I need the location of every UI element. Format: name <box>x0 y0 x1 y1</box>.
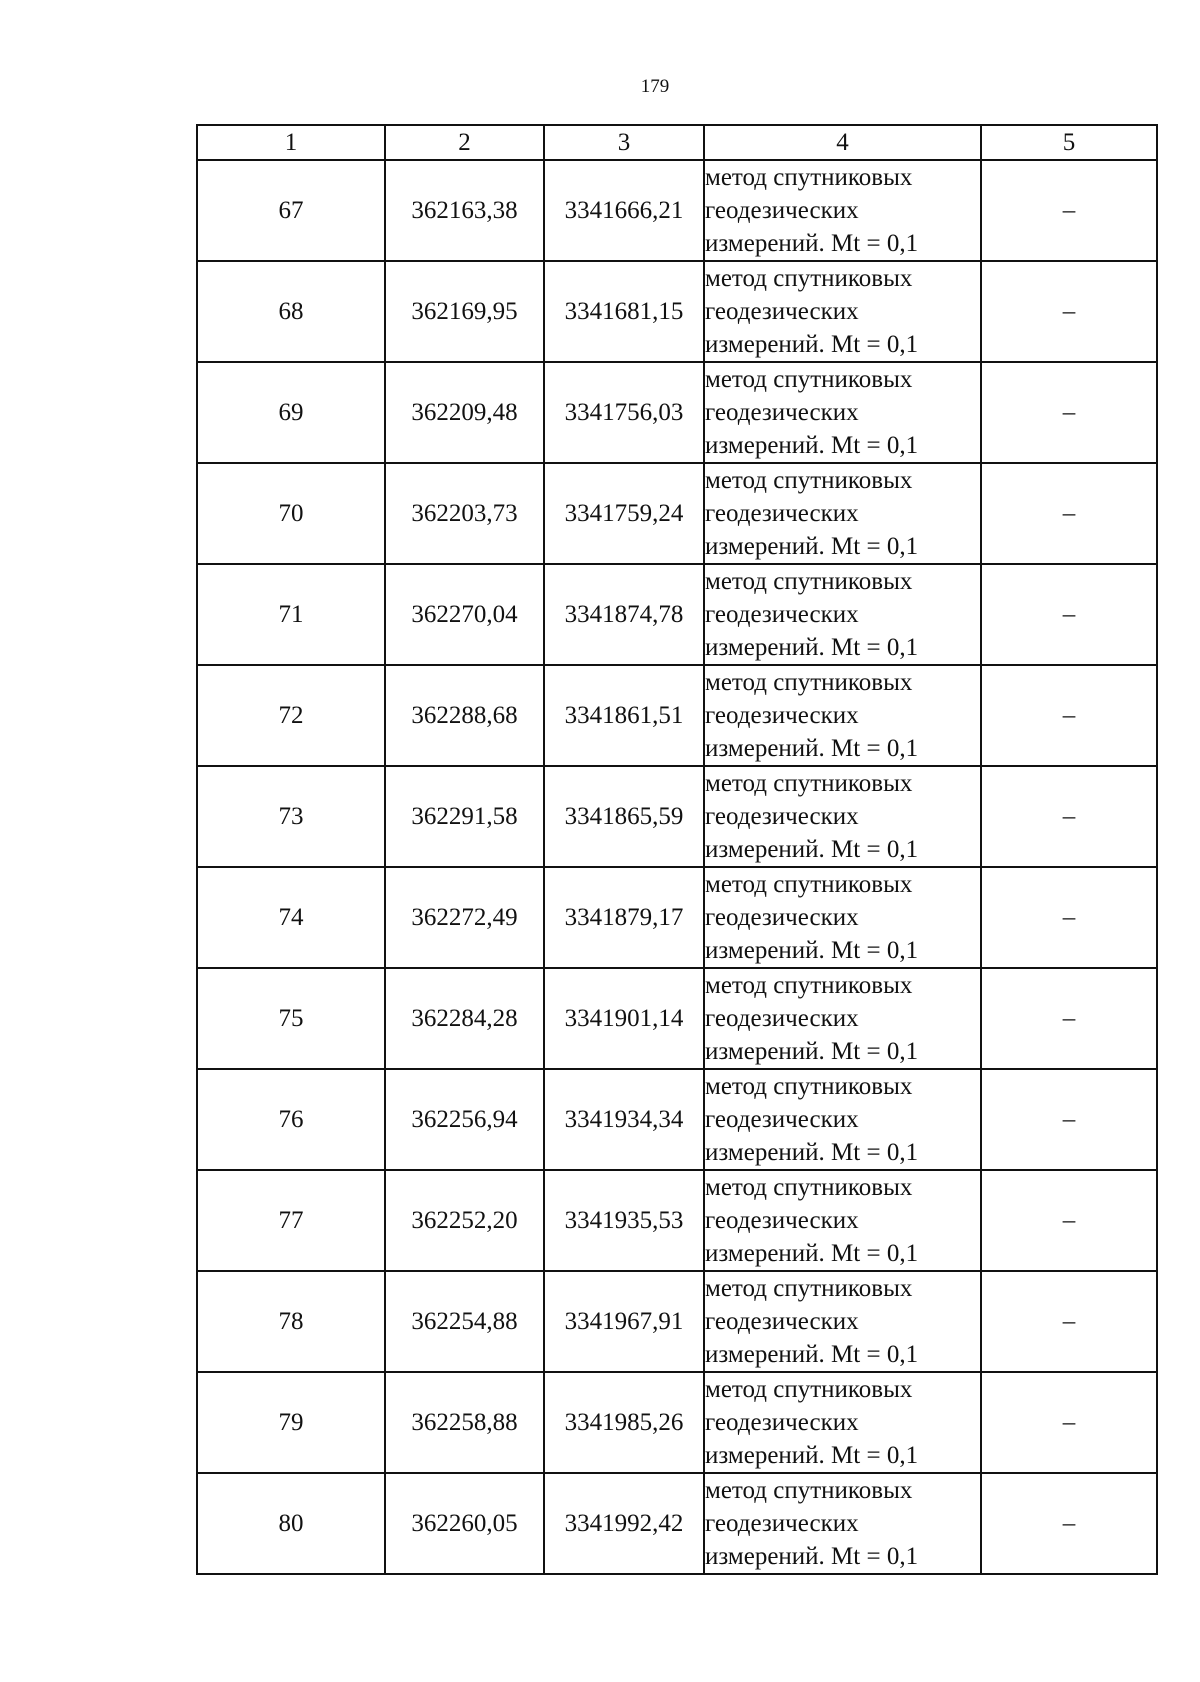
method-line: метод спутниковых <box>705 1174 913 1201</box>
method-cell <box>704 1170 981 1271</box>
method-line: метод спутниковых <box>705 1073 913 1100</box>
method-line: метод спутниковых <box>705 871 913 898</box>
method-line: геодезических <box>705 803 859 830</box>
method-line: геодезических <box>705 1308 859 1335</box>
note-cell: – <box>981 867 1157 968</box>
point-number-cell: 69 <box>197 362 385 463</box>
method-cell <box>704 766 981 867</box>
method-line: метод спутниковых <box>705 1275 913 1302</box>
x-coordinate-cell: 362288,68 <box>385 665 544 766</box>
column-header: 1 <box>197 125 385 160</box>
note-cell: – <box>981 1473 1157 1574</box>
x-coordinate-cell: 362256,94 <box>385 1069 544 1170</box>
method-line: метод спутниковых <box>705 669 913 696</box>
note-cell: – <box>981 261 1157 362</box>
method-line: геодезических <box>705 298 859 325</box>
note-cell: – <box>981 968 1157 1069</box>
point-number-cell: 79 <box>197 1372 385 1473</box>
method-line: измерений. Mt = 0,1 <box>705 1543 919 1570</box>
method-line: измерений. Mt = 0,1 <box>705 432 919 459</box>
method-line: геодезических <box>705 601 859 628</box>
column-header: 4 <box>704 125 981 160</box>
table-row <box>197 362 1157 463</box>
method-line: измерений. Mt = 0,1 <box>705 634 919 661</box>
x-coordinate-cell: 362258,88 <box>385 1372 544 1473</box>
point-number-cell: 76 <box>197 1069 385 1170</box>
point-number-cell: 73 <box>197 766 385 867</box>
table-header-row <box>197 125 1157 160</box>
x-coordinate-cell: 362163,38 <box>385 160 544 261</box>
method-line: геодезических <box>705 1510 859 1537</box>
table-row <box>197 1271 1157 1372</box>
method-cell <box>704 564 981 665</box>
method-cell <box>704 867 981 968</box>
method-line: геодезических <box>705 399 859 426</box>
method-line: метод спутниковых <box>705 366 913 393</box>
method-cell <box>704 463 981 564</box>
y-coordinate-cell: 3341992,42 <box>544 1473 704 1574</box>
table-row <box>197 261 1157 362</box>
method-line: метод спутниковых <box>705 467 913 494</box>
method-cell <box>704 1372 981 1473</box>
method-line: геодезических <box>705 904 859 931</box>
method-cell <box>704 968 981 1069</box>
y-coordinate-cell: 3341935,53 <box>544 1170 704 1271</box>
method-line: геодезических <box>705 1106 859 1133</box>
y-coordinate-cell: 3341901,14 <box>544 968 704 1069</box>
method-cell <box>704 261 981 362</box>
table-row <box>197 1170 1157 1271</box>
point-number-cell: 75 <box>197 968 385 1069</box>
table-row <box>197 968 1157 1069</box>
y-coordinate-cell: 3341967,91 <box>544 1271 704 1372</box>
method-cell <box>704 1271 981 1372</box>
method-line: метод спутниковых <box>705 265 913 292</box>
method-line: измерений. Mt = 0,1 <box>705 533 919 560</box>
method-cell <box>704 160 981 261</box>
column-header: 5 <box>981 125 1157 160</box>
method-line: метод спутниковых <box>705 972 913 999</box>
point-number-cell: 74 <box>197 867 385 968</box>
point-number-cell: 71 <box>197 564 385 665</box>
y-coordinate-cell: 3341934,34 <box>544 1069 704 1170</box>
table-row <box>197 160 1157 261</box>
method-line: метод спутниковых <box>705 1477 913 1504</box>
table-row <box>197 665 1157 766</box>
point-number-cell: 68 <box>197 261 385 362</box>
note-cell: – <box>981 463 1157 564</box>
method-line: метод спутниковых <box>705 164 913 191</box>
method-line: измерений. Mt = 0,1 <box>705 836 919 863</box>
table-row <box>197 1372 1157 1473</box>
method-line: измерений. Mt = 0,1 <box>705 937 919 964</box>
y-coordinate-cell: 3341985,26 <box>544 1372 704 1473</box>
x-coordinate-cell: 362169,95 <box>385 261 544 362</box>
table-row <box>197 1473 1157 1574</box>
method-line: измерений. Mt = 0,1 <box>705 1240 919 1267</box>
note-cell: – <box>981 1069 1157 1170</box>
y-coordinate-cell: 3341879,17 <box>544 867 704 968</box>
method-cell <box>704 362 981 463</box>
x-coordinate-cell: 362291,58 <box>385 766 544 867</box>
y-coordinate-cell: 3341759,24 <box>544 463 704 564</box>
point-number-cell: 72 <box>197 665 385 766</box>
y-coordinate-cell: 3341865,59 <box>544 766 704 867</box>
note-cell: – <box>981 665 1157 766</box>
method-line: измерений. Mt = 0,1 <box>705 1038 919 1065</box>
point-number-cell: 70 <box>197 463 385 564</box>
method-line: измерений. Mt = 0,1 <box>705 1341 919 1368</box>
method-line: метод спутниковых <box>705 770 913 797</box>
column-header: 2 <box>385 125 544 160</box>
table-row <box>197 1069 1157 1170</box>
page-number: 179 <box>640 76 670 97</box>
note-cell: – <box>981 362 1157 463</box>
note-cell: – <box>981 160 1157 261</box>
coordinates-table <box>196 124 1158 1575</box>
note-cell: – <box>981 766 1157 867</box>
x-coordinate-cell: 362260,05 <box>385 1473 544 1574</box>
method-line: геодезических <box>705 1207 859 1234</box>
x-coordinate-cell: 362203,73 <box>385 463 544 564</box>
method-line: измерений. Mt = 0,1 <box>705 331 919 358</box>
method-line: измерений. Mt = 0,1 <box>705 230 919 257</box>
table-row <box>197 867 1157 968</box>
method-line: геодезических <box>705 1005 859 1032</box>
point-number-cell: 78 <box>197 1271 385 1372</box>
method-line: геодезических <box>705 1409 859 1436</box>
x-coordinate-cell: 362270,04 <box>385 564 544 665</box>
method-line: метод спутниковых <box>705 1376 913 1403</box>
table-row <box>197 766 1157 867</box>
x-coordinate-cell: 362252,20 <box>385 1170 544 1271</box>
y-coordinate-cell: 3341756,03 <box>544 362 704 463</box>
method-cell <box>704 665 981 766</box>
x-coordinate-cell: 362209,48 <box>385 362 544 463</box>
y-coordinate-cell: 3341874,78 <box>544 564 704 665</box>
method-line: измерений. Mt = 0,1 <box>705 735 919 762</box>
note-cell: – <box>981 1271 1157 1372</box>
table-row <box>197 463 1157 564</box>
note-cell: – <box>981 564 1157 665</box>
point-number-cell: 67 <box>197 160 385 261</box>
method-line: измерений. Mt = 0,1 <box>705 1442 919 1469</box>
point-number-cell: 77 <box>197 1170 385 1271</box>
x-coordinate-cell: 362284,28 <box>385 968 544 1069</box>
x-coordinate-cell: 362254,88 <box>385 1271 544 1372</box>
method-line: метод спутниковых <box>705 568 913 595</box>
x-coordinate-cell: 362272,49 <box>385 867 544 968</box>
y-coordinate-cell: 3341681,15 <box>544 261 704 362</box>
note-cell: – <box>981 1170 1157 1271</box>
y-coordinate-cell: 3341666,21 <box>544 160 704 261</box>
point-number-cell: 80 <box>197 1473 385 1574</box>
table-body <box>197 160 1157 1574</box>
method-line: геодезических <box>705 197 859 224</box>
method-line: геодезических <box>705 500 859 527</box>
method-line: геодезических <box>705 702 859 729</box>
column-header: 3 <box>544 125 704 160</box>
method-line: измерений. Mt = 0,1 <box>705 1139 919 1166</box>
y-coordinate-cell: 3341861,51 <box>544 665 704 766</box>
note-cell: – <box>981 1372 1157 1473</box>
method-cell <box>704 1069 981 1170</box>
table-row <box>197 564 1157 665</box>
method-cell <box>704 1473 981 1574</box>
